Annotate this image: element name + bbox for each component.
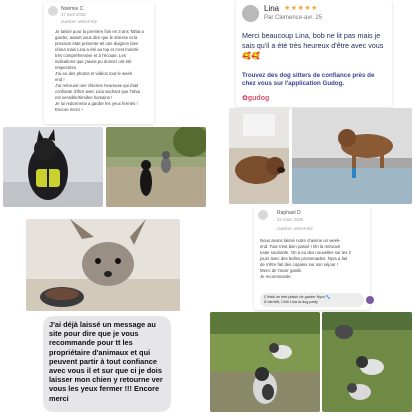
chat-line: À bientôt, Célit Lina la dog party: [264, 300, 318, 304]
avatar: [48, 6, 58, 16]
message-bubble: [43, 316, 171, 412]
verified-badge: GARDE VÉRIFIÉE: [61, 19, 98, 24]
brand-name: gudog: [247, 95, 270, 102]
review-line: indications que j'avais pu donner ont été: [55, 59, 132, 64]
review-line: Merci de l'avoir gardé.: [260, 268, 303, 273]
photo-chihuahua-bowl: [26, 219, 180, 311]
reviewer-name: Lina: [264, 4, 280, 13]
review-date: 27 avril 2025: [61, 12, 86, 17]
chat-line: C'était un réel plaisir de garder Nyra 🐾: [264, 295, 331, 299]
photo-dog-pool: [292, 108, 412, 204]
review-body: [55, 29, 151, 113]
review-line: est sensible/timides humains !: [55, 95, 113, 100]
review-line: très compréhensive et à l'écoute. Les: [55, 53, 127, 58]
message-text: J'ai déjà laissé un message au site pour dire que je vous recommande pour tt les propriétaire d'animaux et qui peuvent partir à tout confiance avec vous il et sur que ci je dois laisser mon chien y retourne ver vous les yeux fermer !!! Encore merci: [49, 320, 163, 403]
review-line: end !: [55, 77, 65, 82]
review-card-lina: [236, 0, 392, 107]
review-author-date: Par Clemence-avr. 25: [264, 15, 323, 21]
reviewer-name: Raphael D.: [277, 210, 303, 216]
review-body: [260, 238, 368, 280]
rating-stars: ★★★★★: [284, 5, 318, 12]
avatar: [258, 210, 268, 220]
photo-dogs-garden: [106, 127, 206, 207]
chat-bubble: [260, 293, 364, 307]
review-line: Je recommande: [260, 274, 291, 279]
review-body: Merci beaucoup Lina, bob ne lit pas mais je sais qu'il a été très heureux d'être avec vous 🥰🥰: [242, 31, 384, 60]
review-line: Nous avons laissé notre chienne un week-: [260, 238, 341, 243]
review-date: 23 mars 2025: [277, 217, 304, 222]
review-line: Je laissé pour la premère fois en 3 ans Tahia a: [55, 29, 144, 34]
review-line: rélout mais Lina a été au top et c'est montré: [55, 47, 139, 52]
review-line: de s'être fait des copains sur son séjour !: [260, 262, 338, 267]
review-line: Encore merci !: [55, 107, 83, 112]
review-line: Je lui redonnerai a garder les yeux fermés !: [55, 101, 138, 106]
review-line: jours avec des belles promenades. Nyra a fait: [260, 256, 348, 261]
review-line: pression était présente tel une doignon bien: [55, 41, 139, 46]
review-line: toute souriante. On a eu des nouvelles sur les 2: [260, 250, 352, 255]
review-line: J'ai eu des photos et vidéos tout le week: [55, 71, 133, 76]
photo-dogs-grass-2: [322, 312, 412, 412]
reviewer-name: Noémie C.: [61, 6, 85, 12]
review-line: confiante d'être avec Lina sachant que Tahia: [55, 89, 140, 94]
paw-icon: ✿: [242, 95, 248, 102]
photo-black-dog-harness: [3, 127, 103, 207]
review-line: end. Tout s'est bien passé ! On la retrouvé: [260, 244, 341, 249]
photo-dogs-grass-1: [210, 312, 320, 412]
avatar: [242, 5, 259, 22]
gudog-logo: [242, 94, 269, 102]
photo-dog-floor: [229, 108, 289, 204]
avatar: [366, 296, 374, 304]
review-line: J'ai retrouvé une chienne heureuse qui était: [55, 83, 139, 88]
review-line: garder, autant vous dire que le stresse et la: [55, 35, 138, 40]
review-card-noemie: [44, 2, 154, 124]
review-line: respectées.: [55, 65, 78, 70]
verified-badge: GARDE VÉRIFIÉE: [277, 226, 314, 231]
promo-text: Trouvez des dog sitters de confiance près de chez vous sur l'application Gudog.: [242, 72, 375, 87]
